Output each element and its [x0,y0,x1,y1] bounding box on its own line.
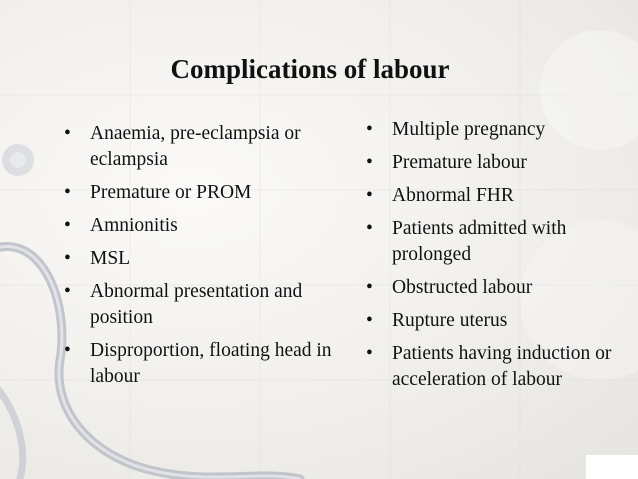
list-item-text: Premature labour [392,152,527,173]
list-item-text: Abnormal presentation and position [90,281,303,328]
list-item [364,183,626,209]
list-item [364,216,626,268]
bullet-icon: • [64,340,71,361]
list-item [364,308,626,334]
slide-title: Complications of labour [170,54,450,84]
list-item [364,150,626,176]
bullet-icon: • [64,123,71,144]
list-item [62,246,337,272]
bullet-icon: • [64,182,71,203]
list-item-text: Multiple pregnancy [392,119,546,140]
list-item-text: Rupture uterus [392,310,508,331]
list-item-text: MSL [90,248,131,269]
list-item [364,117,626,143]
list-item [62,338,337,390]
bullet-icon: • [64,281,71,302]
list-item [62,121,337,173]
bullet-icon: • [366,343,373,364]
bullet-icon: • [366,310,373,331]
list-item [62,213,337,239]
bullet-icon: • [366,185,373,206]
list-item [364,275,626,301]
list-item-text: Amnionitis [90,215,178,236]
list-item [62,279,337,331]
bullet-icon: • [64,248,71,269]
bullet-icon: • [366,218,373,239]
list-item [364,341,626,393]
list-item [62,180,337,206]
list-item-text: Premature or PROM [90,182,252,203]
list-item-text: Anaemia, pre-eclampsia or eclampsia [90,123,301,170]
bullet-icon: • [64,215,71,236]
list-item-text: Disproportion, floating head in labour [90,340,332,387]
left-bullet-list [62,121,337,397]
list-item-text: Abnormal FHR [392,185,514,206]
right-bullet-list [364,117,626,400]
list-item-text: Obstructed labour [392,277,533,298]
list-item-text: Patients admitted with prolonged [392,218,567,265]
bullet-icon: • [366,277,373,298]
bullet-icon: • [366,119,373,140]
list-item-text: Patients having induction or acceleration of labour [392,343,612,390]
corner-patch [586,455,638,479]
bullet-icon: • [366,152,373,173]
